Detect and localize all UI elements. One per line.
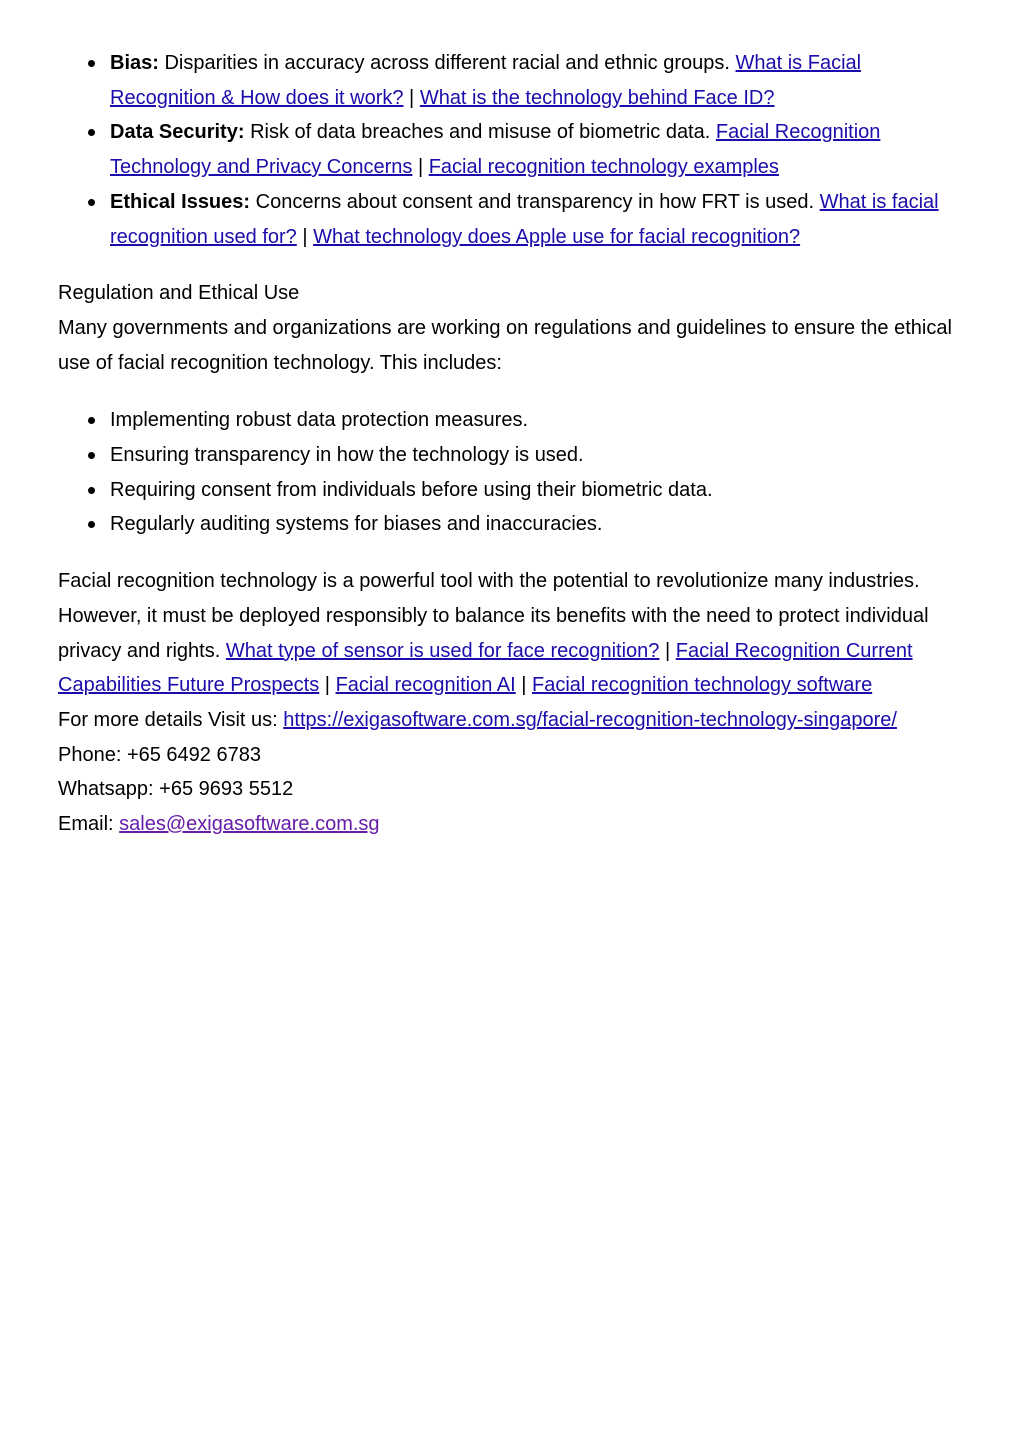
list-item: Ensuring transparency in how the technology is used. <box>110 438 968 473</box>
email-line <box>58 807 968 842</box>
list-item-ethical-issues <box>110 185 968 254</box>
regulation-intro: Many governments and organizations are working on regulations and guidelines to ensure the ethical use of facial recognition technology. This includes: <box>58 316 952 374</box>
regulation-list <box>58 403 968 542</box>
email-label: Email: <box>58 813 114 836</box>
regulation-heading: Regulation and Ethical Use <box>58 282 300 305</box>
list-item: Implementing robust data protection measures. <box>110 403 968 438</box>
email-link[interactable]: sales@exigasoftware.com.sg <box>119 813 380 836</box>
link-apple-facial-recognition[interactable]: What technology does Apple use for facial recognition? <box>313 225 801 248</box>
link-technology-examples[interactable]: Facial recognition technology examples <box>428 156 779 179</box>
concern-text: Concerns about consent and transparency in how FRT is used. <box>255 190 815 213</box>
link-separator: | <box>521 674 527 697</box>
document-content <box>58 46 968 842</box>
link-facial-recognition-used-for[interactable]: What is facial recognition used for? <box>110 190 939 248</box>
link-separator: | <box>302 225 308 248</box>
link-separator: | <box>665 639 671 662</box>
spacer <box>58 254 968 276</box>
link-privacy-concerns[interactable]: Facial Recognition Technology and Privacy Concerns <box>110 121 881 179</box>
visit-line <box>58 703 968 738</box>
concern-text: Risk of data breaches and misuse of biometric data. <box>250 121 711 144</box>
link-separator: | <box>324 674 330 697</box>
link-facial-recognition-ai[interactable]: Facial recognition AI <box>335 674 516 697</box>
conclusion-paragraph <box>58 564 968 703</box>
link-technology-behind-face-id[interactable]: What is the technology behind Face ID? <box>419 86 775 109</box>
link-separator: | <box>409 86 415 109</box>
concern-text: Disparities in accuracy across different racial and ethnic groups. <box>164 52 730 74</box>
link-what-is-facial-recognition[interactable]: What is Facial Recognition & How does it work? <box>110 52 862 109</box>
concern-label: Ethical Issues: <box>110 190 251 213</box>
spacer <box>58 380 968 403</box>
website-link[interactable]: https://exigasoftware.com.sg/facial-recognition-technology-singapore/ <box>283 708 897 731</box>
concerns-list <box>58 46 968 254</box>
spacer <box>58 542 968 564</box>
whatsapp-line: Whatsapp: +65 9693 5512 <box>58 778 294 801</box>
link-technology-software[interactable]: Facial recognition technology software <box>532 674 873 697</box>
list-item-bias <box>110 46 968 115</box>
concern-label: Data Security: <box>110 121 245 144</box>
list-item: Requiring consent from individuals before using their biometric data. <box>110 473 968 508</box>
link-current-capabilities[interactable]: Facial Recognition Current Capabilities Future Prospects <box>58 639 913 697</box>
concern-label: Bias: <box>110 52 159 74</box>
link-sensor-face-recognition[interactable]: What type of sensor is used for face recognition? <box>225 639 660 662</box>
list-item-data-security <box>110 115 968 184</box>
conclusion-text: Facial recognition technology is a powerful tool with the potential to revolutionize many industries. However, it must be deployed responsibly to balance its benefits with the need to protect individual privacy and rights. <box>58 570 929 662</box>
visit-label: For more details Visit us: <box>58 708 278 731</box>
phone-line: Phone: +65 6492 6783 <box>58 743 261 766</box>
list-item: Regularly auditing systems for biases and inaccuracies. <box>110 507 968 542</box>
link-separator: | <box>417 156 424 179</box>
